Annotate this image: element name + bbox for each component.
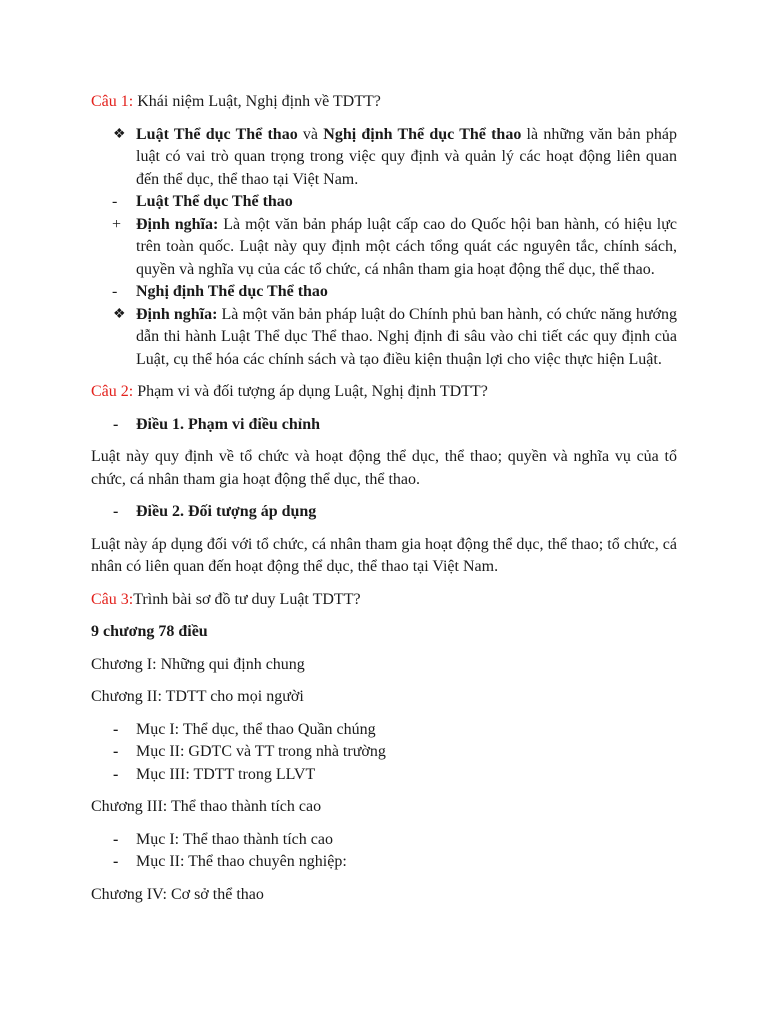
chapter-2: Chương II: TDTT cho mọi người — [91, 688, 304, 705]
diamond-bullet-icon: ❖ — [113, 306, 126, 322]
section-label: Mục I: Thể thao thành tích cao — [136, 830, 333, 848]
dash-marker: - — [113, 743, 119, 760]
chapter-3: Chương III: Thể thao thành tích cao — [91, 798, 322, 815]
dash-marker: - — [112, 193, 118, 210]
dash-item-luat — [91, 191, 677, 214]
list-item — [91, 851, 677, 874]
bullet-intro — [91, 124, 677, 192]
heading-nghi-dinh: Nghị định Thể dục Thể thao — [136, 283, 328, 300]
diamond-bullet-icon: ❖ — [113, 126, 126, 142]
dash-marker: - — [113, 415, 119, 433]
chapter-4: Chương IV: Cơ sở thể thao — [91, 885, 264, 903]
definition-text: Là một văn bản pháp luật cấp cao do Quốc hội ban hành, có hiệu lực trên toàn quốc. Luật này quy định một cách tổng quát các nguyên tắc, chính sách, quyền và nghĩa vụ của các tổ chức, cá nhân tham gia hoạt động thể dục, thể thao. — [136, 215, 677, 278]
dash-marker: - — [113, 765, 119, 783]
document-page — [91, 91, 677, 906]
dash-marker: - — [113, 503, 119, 520]
article-2-text: Luật này áp dụng đối với tổ chức, cá nhân tham gia hoạt động thể dục, thể thao; tổ chức, cá nhân có liên quan đến hoạt động thể dục, thể thao tại Việt Nam. — [91, 535, 677, 575]
article-1-text: Luật này quy định về tổ chức và hoạt động thể dục, thể thao; quyền và nghĩa vụ của tổ chức, cá nhân tham gia hoạt động thể dục, thể thao. — [91, 448, 677, 488]
article-1-heading — [91, 414, 677, 437]
section-label: Mục I: Thể dục, thể thao Quần chúng — [136, 720, 376, 738]
question-1-label: Câu 1: — [91, 93, 134, 110]
article-2-heading — [91, 501, 677, 524]
dash-marker: - — [113, 830, 119, 848]
question-3-text: Trình bài sơ đồ tư duy Luật TDTT? — [133, 590, 361, 608]
list-item — [91, 741, 677, 764]
chapter-summary: 9 chương 78 điều — [91, 623, 208, 640]
dash-item-nghi-dinh — [91, 281, 677, 304]
article-2-title: Điều 2. Đối tượng áp dụng — [136, 503, 317, 520]
dash-marker: - — [113, 853, 119, 870]
list-item — [91, 829, 677, 852]
definition-text: Là một văn bản pháp luật do Chính phủ ban hành, có chức năng hướng dẫn thi hành Luật Thể dục Thể thao. Nghị định đi sâu vào chi tiết các quy định của Luật, cụ thể hóa các chính sách và tạo điều kiện thuận lợi cho việc thực hiện Luật. — [136, 305, 677, 368]
plus-marker: + — [112, 215, 122, 233]
conjunction: và — [297, 125, 324, 143]
section-label: Mục II: GDTC và TT trong nhà trường — [136, 743, 386, 760]
plus-item-definition — [91, 214, 677, 282]
list-item — [91, 719, 677, 742]
definition-label: Định nghĩa: — [136, 215, 219, 233]
heading-luat: Luật Thể dục Thể thao — [136, 193, 293, 210]
dash-marker: - — [113, 720, 119, 738]
bullet-definition-2 — [91, 304, 677, 372]
term-luat: Luật Thể dục Thể thao — [136, 125, 298, 143]
article-1-title: Điều 1. Phạm vi điều chỉnh — [136, 415, 321, 433]
term-nghi-dinh: Nghị định Thể dục Thể thao — [323, 125, 522, 143]
question-3 — [91, 589, 677, 612]
chapter-2-sections — [91, 719, 677, 787]
section-label: Mục III: TDTT trong LLVT — [136, 765, 316, 783]
intro-text: là những văn bản pháp luật có vai trò quan trọng trong việc quy định và quản lý các hoạt động liên quan đến thể dục, thể thao tại Việt Nam. — [136, 125, 677, 188]
definition-label: Định nghĩa: — [136, 305, 218, 323]
question-2-text: Phạm vi và đối tượng áp dụng Luật, Nghị định TDTT? — [133, 383, 488, 400]
question-2 — [91, 381, 677, 404]
dash-marker: - — [112, 283, 118, 300]
list-item — [91, 764, 677, 787]
question-2-label: Câu 2: — [91, 383, 134, 400]
section-label: Mục II: Thể thao chuyên nghiệp: — [136, 853, 347, 870]
chapter-1: Chương I: Những qui định chung — [91, 655, 305, 673]
question-1-text: Khái niệm Luật, Nghị định về TDTT? — [133, 93, 381, 110]
question-3-label: Câu 3: — [91, 590, 134, 608]
question-1 — [91, 91, 677, 114]
chapter-3-sections — [91, 829, 677, 874]
